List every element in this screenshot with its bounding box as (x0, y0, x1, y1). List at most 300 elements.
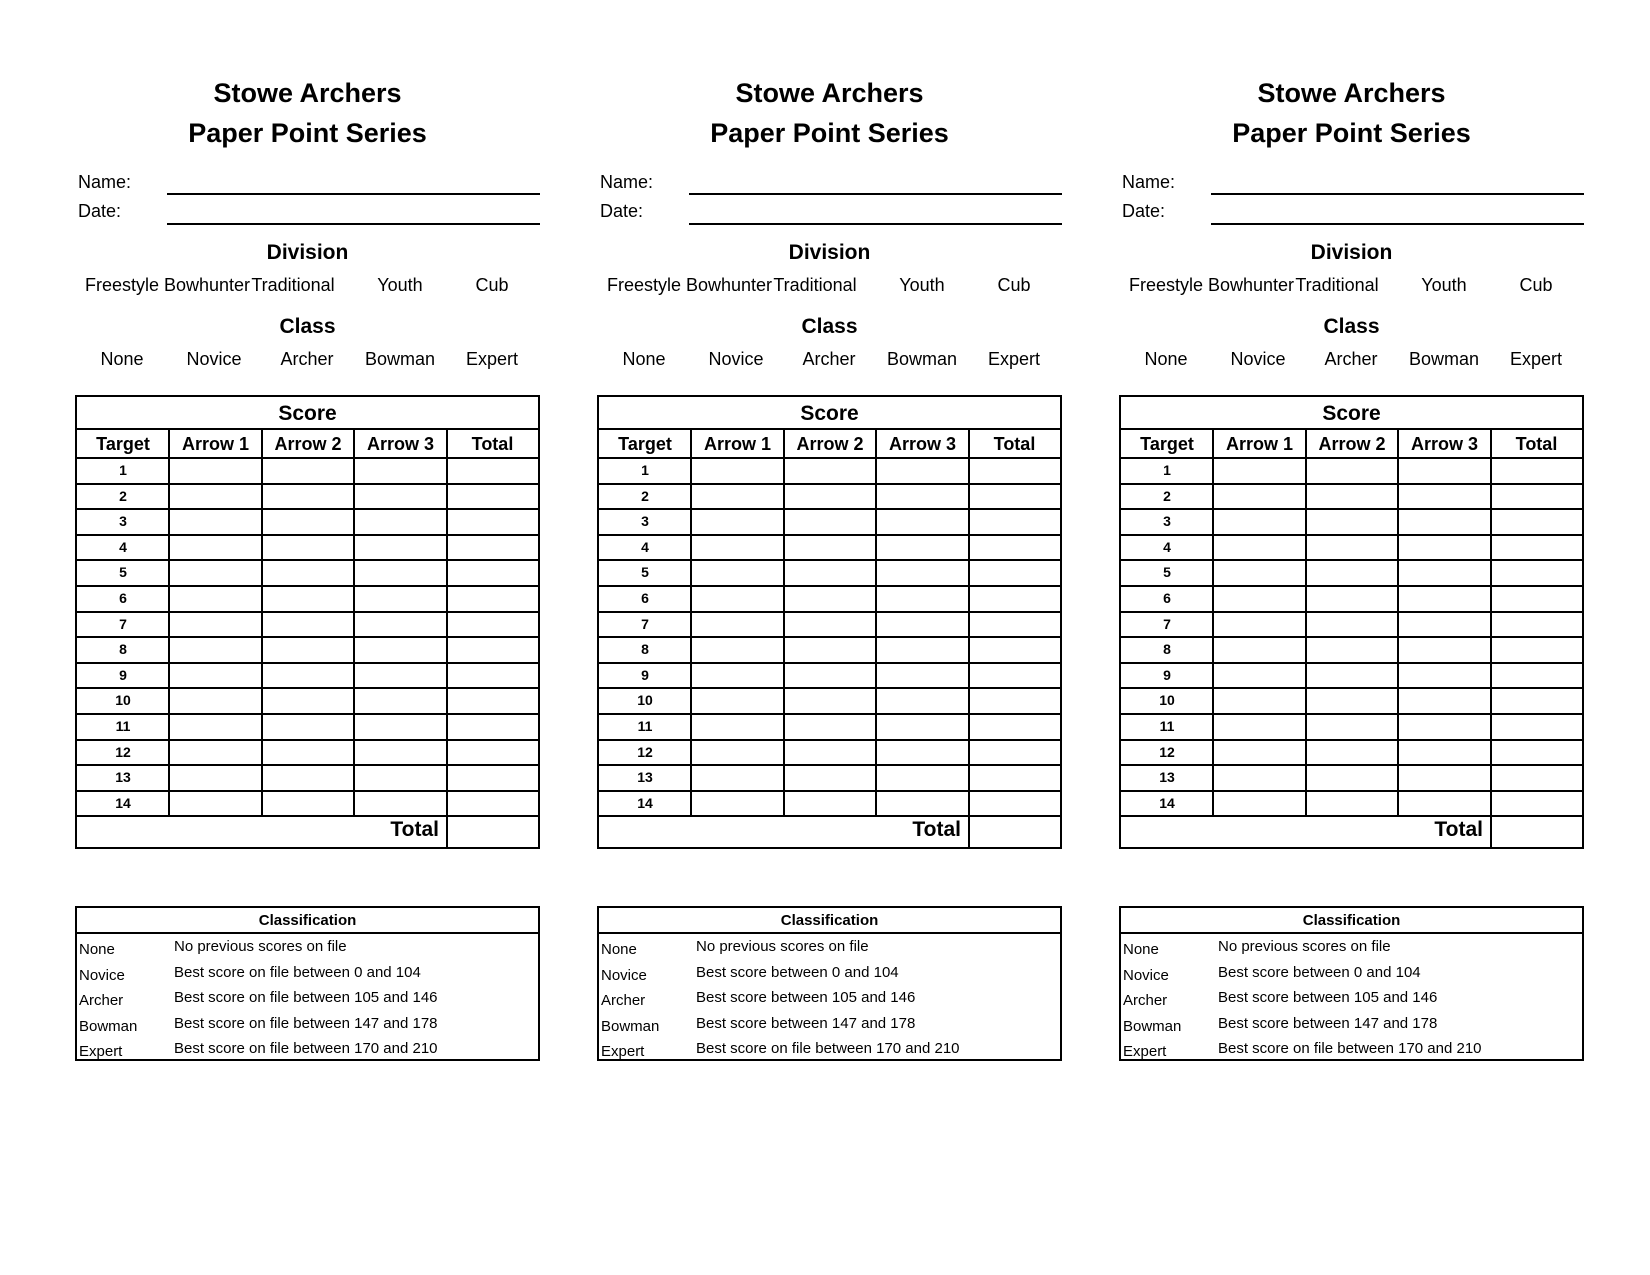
score-cell[interactable] (1307, 485, 1397, 509)
class-option[interactable]: None (622, 349, 666, 369)
score-cell[interactable] (355, 766, 446, 790)
score-cell[interactable] (170, 741, 261, 765)
class-option[interactable]: Bowman (364, 349, 436, 369)
score-cell[interactable] (355, 664, 446, 688)
score-cell[interactable] (170, 664, 261, 688)
division-heading: Division (266, 241, 349, 264)
score-cell[interactable] (170, 510, 261, 534)
score-cell[interactable] (692, 613, 783, 637)
series-title: Paper Point Series (188, 118, 427, 148)
score-cell[interactable] (1214, 766, 1305, 790)
score-cell[interactable] (692, 459, 783, 483)
classification-description: Best score on file between 170 and 210 (174, 1040, 438, 1057)
score-cell[interactable] (877, 638, 968, 662)
target-number: 14 (115, 794, 131, 811)
date-label: Date: (600, 201, 644, 221)
score-cell[interactable] (877, 587, 968, 611)
score-table (597, 395, 1062, 849)
score-cell[interactable] (877, 613, 968, 637)
score-cell[interactable] (448, 766, 537, 790)
grand-total-cell[interactable] (970, 817, 1059, 846)
classification-description: Best score on file between 105 and 146 (174, 989, 438, 1006)
score-cell[interactable] (692, 741, 783, 765)
score-cell[interactable] (877, 766, 968, 790)
score-cell[interactable] (1214, 536, 1305, 560)
score-cell[interactable] (170, 638, 261, 662)
class-option[interactable]: None (100, 349, 144, 369)
target-number: 11 (637, 718, 653, 734)
score-cell[interactable] (355, 510, 446, 534)
score-cell[interactable] (785, 792, 875, 816)
score-cell[interactable] (263, 792, 353, 816)
score-cell[interactable] (1214, 638, 1305, 662)
score-cell[interactable] (785, 510, 875, 534)
score-cell[interactable] (692, 485, 783, 509)
target-number: 5 (119, 564, 127, 581)
date-field[interactable] (689, 223, 1062, 225)
score-cell[interactable] (170, 587, 261, 611)
series-title: Paper Point Series (1232, 118, 1471, 148)
classification-description: Best score between 105 and 146 (696, 989, 916, 1006)
score-cell[interactable] (263, 510, 353, 534)
score-cell[interactable] (692, 638, 783, 662)
class-option[interactable]: None (1144, 349, 1188, 369)
score-cell[interactable] (355, 689, 446, 713)
score-heading: Score (1121, 397, 1582, 430)
target-number: 10 (115, 692, 131, 709)
score-cell[interactable] (1492, 561, 1581, 585)
score-cell[interactable] (970, 613, 1059, 637)
series-title: Paper Point Series (710, 118, 949, 148)
score-cell[interactable] (448, 587, 537, 611)
name-label: Name: (78, 172, 132, 192)
score-cell[interactable] (448, 536, 537, 560)
score-cell[interactable] (877, 715, 968, 739)
column-header: Arrow 1 (703, 434, 772, 454)
club-title: Stowe Archers (1257, 78, 1446, 108)
score-cell[interactable] (448, 664, 537, 688)
score-cell[interactable] (1399, 792, 1490, 816)
target-number: 8 (119, 641, 127, 658)
score-cell[interactable] (1492, 613, 1581, 637)
division-option[interactable]: Bowhunter (685, 275, 773, 295)
target-number: 4 (119, 538, 127, 555)
class-options (75, 349, 540, 373)
score-cell[interactable] (1399, 613, 1490, 637)
score-cell[interactable] (1399, 536, 1490, 560)
division-option[interactable]: Freestyle (84, 275, 160, 295)
target-number: 8 (641, 641, 649, 658)
score-cell[interactable] (448, 561, 537, 585)
score-cell[interactable] (1307, 613, 1397, 637)
score-cell[interactable] (1492, 715, 1581, 739)
score-cell[interactable] (1399, 638, 1490, 662)
score-cell[interactable] (263, 638, 353, 662)
score-cell[interactable] (1399, 741, 1490, 765)
classification-name: Expert (1123, 1043, 1167, 1060)
target-number: 6 (1163, 590, 1171, 606)
target-number: 13 (115, 769, 131, 786)
score-cell[interactable] (1307, 638, 1397, 662)
score-cell[interactable] (877, 689, 968, 713)
class-option[interactable]: Archer (802, 349, 856, 369)
classification-name: Bowman (79, 1017, 138, 1035)
score-cell[interactable] (355, 638, 446, 662)
score-cell[interactable] (970, 485, 1059, 509)
score-cell[interactable] (970, 510, 1059, 534)
score-heading: Score (599, 397, 1060, 430)
column-header: Arrow 1 (181, 434, 250, 454)
classification-name: None (79, 941, 115, 958)
classification-heading: Classification (599, 908, 1060, 934)
class-option[interactable]: Novice (186, 349, 242, 369)
score-cell[interactable] (877, 510, 968, 534)
score-cell[interactable] (170, 766, 261, 790)
score-cell[interactable] (877, 485, 968, 509)
classification-description: Best score between 147 and 178 (1218, 1014, 1438, 1032)
score-cell[interactable] (1492, 689, 1581, 713)
target-number: 6 (641, 590, 649, 606)
target-number: 14 (1159, 794, 1175, 811)
score-cell[interactable] (355, 561, 446, 585)
name-label: Name: (600, 172, 654, 192)
score-cell[interactable] (448, 613, 537, 637)
score-cell[interactable] (263, 561, 353, 585)
score-cell[interactable] (355, 792, 446, 816)
score-cell[interactable] (1399, 664, 1490, 688)
score-cell[interactable] (1399, 561, 1490, 585)
classification-name: Expert (601, 1043, 645, 1060)
score-cell[interactable] (1307, 587, 1397, 611)
score-cell[interactable] (1399, 485, 1490, 509)
score-cell[interactable] (1307, 715, 1397, 739)
division-option[interactable]: Youth (1421, 275, 1467, 295)
score-cell[interactable] (263, 741, 353, 765)
division-option[interactable]: Youth (377, 275, 423, 295)
target-number: 3 (641, 513, 649, 530)
division-option[interactable]: Bowhunter (1207, 275, 1295, 295)
classification-description: Best score between 105 and 146 (1218, 989, 1438, 1006)
score-cell[interactable] (1214, 689, 1305, 713)
score-cell[interactable] (1399, 587, 1490, 611)
score-cell[interactable] (355, 485, 446, 509)
score-cell[interactable] (970, 638, 1059, 662)
grand-total-cell[interactable] (448, 817, 537, 846)
score-cell[interactable] (355, 587, 446, 611)
score-cell[interactable] (1492, 792, 1581, 816)
score-cell[interactable] (877, 741, 968, 765)
column-header: Arrow 1 (1225, 434, 1294, 454)
score-cell[interactable] (970, 792, 1059, 816)
score-cell[interactable] (1307, 536, 1397, 560)
score-cell[interactable] (970, 766, 1059, 790)
date-field[interactable] (167, 223, 540, 225)
total-label: Total (912, 818, 961, 841)
score-cell[interactable] (448, 792, 537, 816)
score-cell[interactable] (1214, 587, 1305, 611)
division-option[interactable]: Freestyle (606, 275, 682, 295)
score-cell[interactable] (1214, 510, 1305, 534)
score-cell[interactable] (1307, 689, 1397, 713)
club-title: Stowe Archers (735, 78, 924, 108)
classification-table (75, 906, 540, 1061)
division-option[interactable]: Traditional (1295, 275, 1379, 295)
column-header: Target (618, 434, 672, 454)
score-cell[interactable] (877, 561, 968, 585)
date-label: Date: (1122, 201, 1166, 221)
score-cell[interactable] (970, 664, 1059, 688)
score-cell[interactable] (1492, 766, 1581, 790)
score-cell[interactable] (785, 638, 875, 662)
score-cell[interactable] (1492, 638, 1581, 662)
division-option[interactable]: Traditional (773, 275, 857, 295)
division-option[interactable]: Cub (1519, 275, 1553, 295)
score-cell[interactable] (692, 715, 783, 739)
score-cell[interactable] (263, 587, 353, 611)
score-cell[interactable] (1399, 766, 1490, 790)
target-number: 10 (1159, 692, 1175, 709)
target-number: 11 (1159, 718, 1175, 734)
score-cell[interactable] (692, 561, 783, 585)
score-cell[interactable] (170, 689, 261, 713)
score-cell[interactable] (448, 510, 537, 534)
score-cell[interactable] (448, 485, 537, 509)
score-cell[interactable] (1492, 536, 1581, 560)
score-cell[interactable] (448, 459, 537, 483)
score-cell[interactable] (877, 536, 968, 560)
target-number: 11 (115, 718, 131, 734)
score-cell[interactable] (785, 664, 875, 688)
target-number: 1 (641, 462, 649, 478)
target-number: 1 (119, 462, 127, 478)
score-cell[interactable] (263, 613, 353, 637)
score-cell[interactable] (970, 587, 1059, 611)
score-cell[interactable] (1214, 459, 1305, 483)
score-cell[interactable] (785, 587, 875, 611)
score-cell[interactable] (170, 485, 261, 509)
score-cell[interactable] (263, 766, 353, 790)
score-cell[interactable] (1399, 510, 1490, 534)
target-number: 14 (637, 794, 653, 811)
score-cell[interactable] (970, 689, 1059, 713)
score-cell[interactable] (970, 459, 1059, 483)
class-heading: Class (1323, 315, 1380, 338)
classification-description: No previous scores on file (696, 938, 869, 955)
classification-table (1119, 906, 1584, 1061)
class-options (1119, 349, 1584, 373)
column-header: Total (993, 434, 1036, 454)
score-cell[interactable] (785, 689, 875, 713)
score-cell[interactable] (1492, 741, 1581, 765)
score-cell[interactable] (877, 792, 968, 816)
score-cell[interactable] (785, 613, 875, 637)
score-cell[interactable] (1214, 715, 1305, 739)
score-table (75, 395, 540, 849)
score-cell[interactable] (170, 536, 261, 560)
score-cell[interactable] (785, 536, 875, 560)
score-cell[interactable] (692, 689, 783, 713)
score-cell[interactable] (692, 587, 783, 611)
score-cell[interactable] (263, 536, 353, 560)
score-cell[interactable] (170, 613, 261, 637)
name-field[interactable] (689, 193, 1062, 195)
score-cell[interactable] (263, 664, 353, 688)
column-header: Target (1140, 434, 1194, 454)
score-cell[interactable] (170, 715, 261, 739)
score-cell[interactable] (263, 715, 353, 739)
score-cell[interactable] (448, 715, 537, 739)
classification-description: No previous scores on file (174, 938, 347, 955)
target-number: 12 (115, 743, 131, 760)
target-number: 12 (1159, 743, 1175, 760)
score-cell[interactable] (785, 715, 875, 739)
score-cell[interactable] (1307, 510, 1397, 534)
classification-name: Novice (79, 966, 125, 984)
score-cell[interactable] (785, 459, 875, 483)
target-number: 3 (1163, 513, 1171, 530)
class-option[interactable]: Expert (465, 349, 519, 369)
column-header: Arrow 2 (796, 434, 864, 454)
grand-total-cell[interactable] (1492, 817, 1581, 846)
score-cell[interactable] (355, 459, 446, 483)
score-cell[interactable] (1214, 613, 1305, 637)
score-cell[interactable] (1214, 664, 1305, 688)
score-cell[interactable] (170, 561, 261, 585)
class-option[interactable]: Archer (280, 349, 334, 369)
score-cell[interactable] (1307, 664, 1397, 688)
classification-table (597, 906, 1062, 1061)
score-heading: Score (77, 397, 538, 430)
classification-name: Novice (1123, 966, 1169, 984)
score-cell[interactable] (877, 664, 968, 688)
classification-description: Best score on file between 0 and 104 (174, 963, 421, 981)
classification-description: Best score on file between 170 and 210 (1218, 1040, 1482, 1057)
name-field[interactable] (1211, 193, 1584, 195)
target-number: 7 (1163, 615, 1171, 632)
score-cell[interactable] (970, 715, 1059, 739)
score-cell[interactable] (785, 741, 875, 765)
score-cell[interactable] (1214, 741, 1305, 765)
division-options (75, 275, 540, 299)
classification-description: No previous scores on file (1218, 938, 1391, 955)
target-number: 7 (119, 615, 127, 632)
score-cell[interactable] (1492, 510, 1581, 534)
score-cell[interactable] (692, 536, 783, 560)
column-header: Arrow 3 (1410, 434, 1479, 454)
division-option[interactable]: Freestyle (1128, 275, 1204, 295)
score-cell[interactable] (692, 664, 783, 688)
target-number: 3 (119, 513, 127, 530)
classification-description: Best score on file between 170 and 210 (696, 1040, 960, 1057)
column-header: Arrow 2 (274, 434, 342, 454)
score-cell[interactable] (1492, 587, 1581, 611)
score-cell[interactable] (355, 715, 446, 739)
score-cell[interactable] (263, 689, 353, 713)
score-cell[interactable] (1399, 459, 1490, 483)
score-cell[interactable] (970, 741, 1059, 765)
score-cell[interactable] (448, 638, 537, 662)
score-cell[interactable] (1399, 689, 1490, 713)
score-cell[interactable] (692, 792, 783, 816)
score-cell[interactable] (170, 792, 261, 816)
classification-name: Archer (601, 992, 646, 1009)
division-option[interactable]: Cub (997, 275, 1031, 295)
score-cell[interactable] (355, 741, 446, 765)
target-number: 4 (641, 538, 649, 555)
score-cell[interactable] (785, 766, 875, 790)
class-option[interactable]: Novice (1230, 349, 1286, 369)
name-field[interactable] (167, 193, 540, 195)
class-option[interactable]: Expert (1509, 349, 1563, 369)
score-cell[interactable] (1307, 792, 1397, 816)
score-cell[interactable] (448, 689, 537, 713)
score-cell[interactable] (1492, 485, 1581, 509)
classification-description: Best score on file between 147 and 178 (174, 1014, 438, 1032)
classification-heading: Classification (77, 908, 538, 934)
score-cell[interactable] (355, 536, 446, 560)
classification-name: None (601, 941, 637, 958)
score-cell[interactable] (785, 485, 875, 509)
score-cell[interactable] (970, 536, 1059, 560)
score-cell[interactable] (263, 485, 353, 509)
class-option[interactable]: Novice (708, 349, 764, 369)
score-cell[interactable] (692, 766, 783, 790)
class-option[interactable]: Bowman (886, 349, 958, 369)
column-header: Target (96, 434, 150, 454)
score-cell[interactable] (1492, 459, 1581, 483)
target-number: 9 (641, 666, 649, 683)
score-cell[interactable] (448, 741, 537, 765)
score-cell[interactable] (263, 459, 353, 483)
score-cell[interactable] (1307, 561, 1397, 585)
target-number: 5 (641, 564, 649, 581)
division-option[interactable]: Cub (475, 275, 509, 295)
class-option[interactable]: Archer (1324, 349, 1378, 369)
score-cell[interactable] (1307, 766, 1397, 790)
target-number: 10 (637, 692, 653, 709)
division-option[interactable]: Bowhunter (163, 275, 251, 295)
score-cell[interactable] (1214, 561, 1305, 585)
classification-description: Best score between 0 and 104 (1218, 963, 1421, 981)
division-option[interactable]: Youth (899, 275, 945, 295)
score-cell[interactable] (1399, 715, 1490, 739)
class-option[interactable]: Bowman (1408, 349, 1480, 369)
division-options (597, 275, 1062, 299)
column-header: Arrow 3 (366, 434, 435, 454)
target-number: 8 (1163, 641, 1171, 658)
score-cell[interactable] (970, 561, 1059, 585)
classification-name: Expert (79, 1043, 123, 1060)
target-number: 6 (119, 590, 127, 606)
class-option[interactable]: Expert (987, 349, 1041, 369)
score-cell[interactable] (1214, 792, 1305, 816)
score-cell[interactable] (692, 510, 783, 534)
score-cell[interactable] (785, 561, 875, 585)
division-option[interactable]: Traditional (251, 275, 335, 295)
date-field[interactable] (1211, 223, 1584, 225)
score-cell[interactable] (170, 459, 261, 483)
division-options (1119, 275, 1584, 299)
classification-description: Best score between 0 and 104 (696, 963, 899, 981)
score-cell[interactable] (1307, 741, 1397, 765)
score-cell[interactable] (877, 459, 968, 483)
score-cell[interactable] (1492, 664, 1581, 688)
score-cell[interactable] (355, 613, 446, 637)
target-number: 13 (637, 769, 653, 786)
score-cell[interactable] (1214, 485, 1305, 509)
score-cell[interactable] (1307, 459, 1397, 483)
classification-name: None (1123, 941, 1159, 958)
